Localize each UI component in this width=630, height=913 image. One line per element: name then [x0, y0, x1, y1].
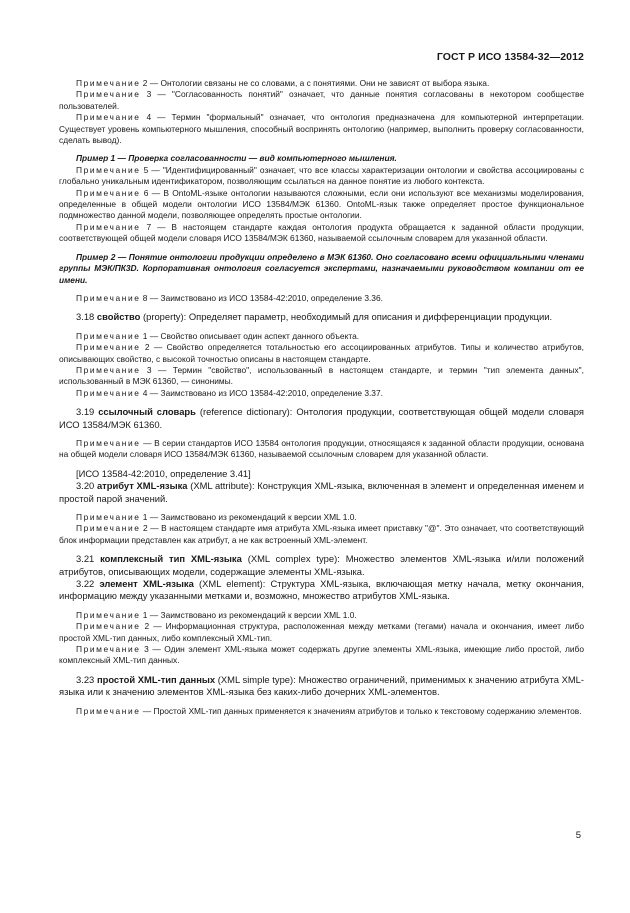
note-label: Примечание: [76, 89, 141, 100]
block-note: [59, 621, 584, 644]
term-name: ссылочный словарь: [98, 406, 196, 418]
note-number: 1: [140, 330, 148, 341]
note-number: 4: [140, 387, 148, 398]
note-label: Примечание: [76, 342, 141, 353]
note-text: — Заимствовано из рекомендаций к версии XML 1.0.: [147, 512, 357, 522]
term-number: 3.22: [76, 578, 100, 590]
note-text: — Один элемент XML-языка может содержать другие элементы XML-языка, имеющие либо простой, либо комплексный XML-тип данных.: [59, 644, 584, 666]
note-text: — Информационная структура, расположенная между метками (тегами) начала и окончания, имеет либо простой XML-тип данных, либо комплексный XML-тип.: [59, 621, 584, 643]
block-note: [59, 188, 584, 222]
note-text: — Заимствовано из рекомендаций к версии XML 1.0.: [147, 609, 357, 620]
note-label: Примечание: [76, 221, 141, 232]
note-number: 8: [140, 292, 148, 303]
note-number: 3: [140, 364, 152, 375]
term-name: комплексный тип XML-языка: [100, 553, 242, 565]
term-definition: (XML simple type): Множество ограничений, применимых к значению атрибута XML-языка или к значению элементов XML-языка без каких-либо дочерних XML-элементов.: [59, 673, 584, 698]
block-note: [59, 112, 584, 146]
note-label: Примечание: [76, 112, 141, 123]
note-label: Примечание: [76, 523, 141, 534]
note-text: — Заимствовано из ИСО 13584-42:2010, определение 3.36.: [147, 292, 383, 303]
note-text: — В настоящем стандарте имя атрибута XML-языка имеет приставку "@". Это означает, что соответствующий блок информации представлен как атрибут, а не как встроенный XML-элемент.: [59, 523, 584, 545]
note-text: — В серии стандартов ИСО 13584 онтология продукции, относящаяся к заданной области продукции, основана на общей модели словаря ИСО 13584/МЭК 61360, называемой ссылочным словарем для указанной области.: [59, 437, 584, 460]
note-text: — В OntoML-языке онтологии называются сложными, если они используют все механизмы моделирования, определенные в общей модели онтологии ИСО 13584/МЭК 61360. OntoML-язык также определяет простое функциональное подмножество данной модели, позволяющее определять простые онтологии.: [59, 187, 584, 221]
block-note: [59, 438, 584, 461]
term-number: 3.19: [76, 406, 99, 418]
note-number: 4: [140, 112, 152, 123]
block-note: [59, 293, 584, 304]
term-number: 3.23: [76, 673, 97, 685]
note-text: — Термин "формальный" означает, что онтология предназначена для компьютерной интерпретации. Существует уровень компьютерного мышления, способный воспринять онтологию (например, выполнить проверку согласованности, сделать вывод).: [59, 112, 584, 146]
note-text: — Свойство описывает один аспект данного объекта.: [147, 330, 360, 341]
note-text: — В настоящем стандарте каждая онтология продукта обращается к заданной области продукции, соответствующей общей модели словаря ИСО 13584/МЭК 61360, называемой ссылочным словарем для указанной области.: [59, 221, 584, 244]
page-number: 5: [575, 830, 581, 841]
note-label: Примечание: [76, 164, 141, 175]
note-label: Примечание: [76, 512, 141, 522]
note-number: 2: [140, 342, 150, 353]
note-label: Примечание: [76, 437, 141, 448]
note-label: Примечание: [76, 364, 141, 375]
note-number: 3: [140, 89, 152, 100]
block-note: [59, 388, 584, 399]
term-name: элемент XML-языка: [99, 578, 194, 590]
note-text: — Простой XML-тип данных применяется к значениям атрибутов и только к текстовому содержанию элементов.: [140, 705, 582, 716]
note-number: 2: [140, 523, 148, 534]
example-text: Пример 2 — Понятие онтологии продукции определено в МЭК 61360. Оно согласовано всеми официальными членами группы МЭК/ПК3D. Корпоративная онтология согласуется экспертами, назначаемыми руководством компании от ее имени.: [59, 251, 584, 285]
note-number: 1: [140, 609, 148, 620]
block-note: [59, 365, 584, 388]
note-number: 3: [140, 644, 149, 655]
note-label: Примечание: [76, 705, 141, 716]
note-number: 2: [140, 621, 150, 632]
note-text: — "Согласованность понятий" означает, что данные понятия согласованы в некотором сообществе пользователей.: [59, 89, 584, 111]
example-text: Пример 1 — Проверка согласованности — вид компьютерного мышления.: [76, 153, 397, 164]
document-header: ГОСТ Р ИСО 13584-32—2012: [436, 51, 584, 63]
note-label: Примечание: [76, 187, 141, 198]
block-note: [59, 644, 584, 667]
note-text: — "Идентифицированный" означает, что все классы характеризации онтологии и свойства ассоциированы с глобально уникальным идентификатором, позволяющим ссылаться на данное понятие из любого контекста.: [59, 164, 584, 187]
note-label: Примечание: [76, 621, 141, 632]
block-term: [59, 406, 584, 431]
block-term: [59, 578, 584, 603]
note-text: — Заимствовано из ИСО 13584-42:2010, определение 3.37.: [147, 387, 383, 398]
block-term: [59, 480, 584, 505]
term-number: 3.21: [76, 553, 101, 565]
note-label: Примечание: [76, 292, 141, 303]
note-number: 2: [140, 78, 148, 88]
note-text: — Термин "свойство", использованный в настоящем стандарте, и термин "тип элемента данных", использованный в МЭК 61360, — синонимы.: [59, 364, 584, 387]
note-text: — Онтологии связаны не со словами, а с понятиями. Они не зависят от выбора языка.: [147, 78, 490, 88]
note-text: — Свойство определяется тотальностью его ассоциированных атрибутов. Типы и количество атрибутов, описывающих свойство, с высокой точностью описаны в настоящем стандарте.: [59, 342, 584, 364]
term-definition: (XML element): Структура XML-языка, включающая метку начала, метку окончания, информацию между указанными метками и, возможно, множество атрибутов XML-языка.: [59, 578, 584, 602]
term-definition: (XML attribute): Конструкция XML-языка, включенная в элемент и определенная именем и простой парой значений.: [59, 480, 584, 504]
block-note: [59, 165, 584, 188]
block-term: [59, 311, 584, 323]
term-name: свойство: [96, 311, 141, 323]
block-note: [59, 610, 584, 621]
term-name: простой XML-тип данных: [96, 673, 216, 685]
note-number: 5: [140, 164, 149, 175]
term-definition: (property): Определяет параметр, необходимый для описания и дифференциации продукции.: [140, 311, 553, 323]
block-term: [59, 553, 584, 578]
block-term: [59, 674, 584, 699]
block-note: [59, 78, 584, 89]
block-note: [59, 222, 584, 245]
block-note: [59, 89, 584, 112]
note-label: Примечание: [76, 78, 141, 88]
term-definition: (reference dictionary): Онтология продукции, соответствующая общей модели словаря ИСО 13584/МЭК 61360.: [59, 406, 584, 430]
note-number: 7: [140, 221, 152, 232]
block-note: [59, 512, 584, 523]
source-reference: [ИСО 13584-42:2010, определение 3.41]: [76, 467, 251, 479]
block-note: [59, 342, 584, 365]
note-number: 6: [140, 187, 149, 198]
block-note: [59, 331, 584, 342]
term-number: 3.20: [76, 480, 97, 492]
block-note: [59, 706, 584, 717]
term-definition: (XML complex type): Множество элементов XML-языка и/или положений атрибутов, описывающих модели, содержащие элементы XML-языка.: [59, 553, 584, 577]
note-label: Примечание: [76, 644, 141, 655]
document-body: [59, 78, 584, 717]
note-label: Примечание: [76, 387, 141, 398]
term-number: 3.18: [76, 311, 97, 323]
term-name: атрибут XML-языка: [96, 480, 188, 492]
note-label: Примечание: [76, 330, 141, 341]
note-number: 1: [140, 512, 148, 522]
block-note: [59, 523, 584, 546]
note-label: Примечание: [76, 609, 141, 620]
